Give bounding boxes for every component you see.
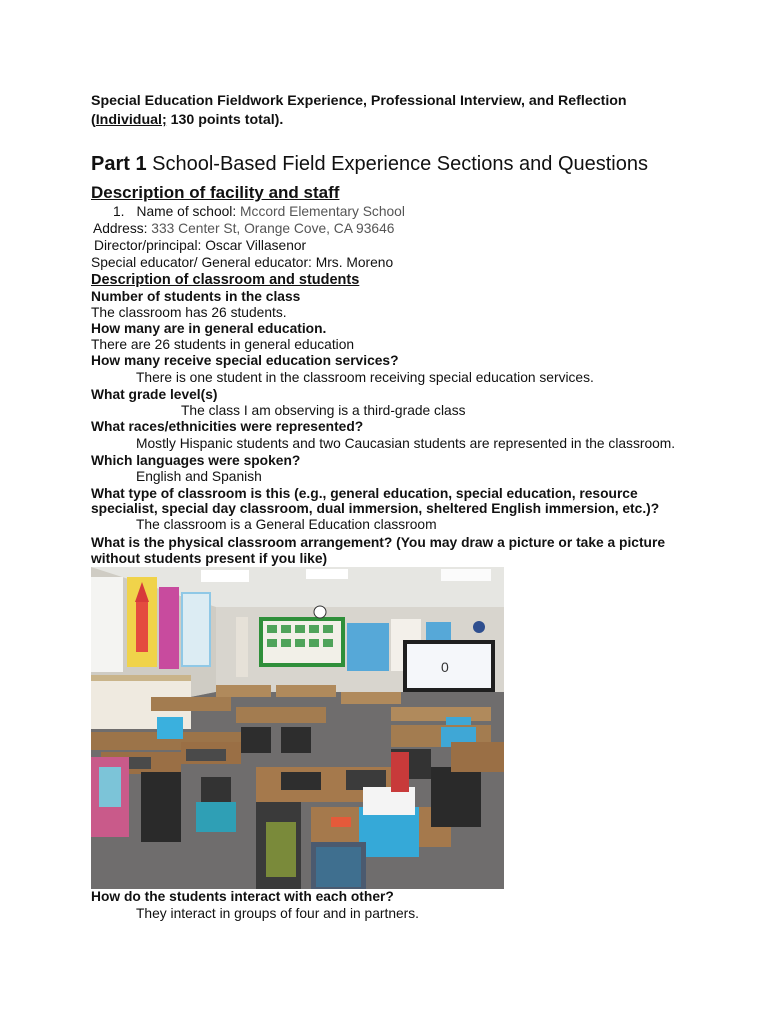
classroom-photo-illustration: [91, 567, 504, 889]
question-general-ed: How many are in general education.: [91, 321, 327, 336]
document-title: [91, 92, 691, 130]
address-label: Address:: [93, 221, 152, 236]
part-heading: [91, 151, 648, 177]
answer-grade: The class I am observing is a third-grade class: [181, 403, 466, 418]
answer-races: Mostly Hispanic students and two Caucasian students are represented in the classroom.: [136, 436, 676, 451]
answer-languages: English and Spanish: [136, 469, 262, 484]
title-points: 130 points total).: [166, 112, 284, 128]
question-classroom-type-line-1: What type of classroom is this (e.g., general education, special education, resource: [91, 486, 638, 501]
smart-board-text: 0: [441, 659, 449, 675]
question-num-students: Number of students in the class: [91, 289, 301, 304]
address-line: [93, 221, 394, 237]
educator-value: Mrs. Moreno: [315, 255, 394, 270]
question-grade: What grade level(s): [91, 387, 218, 402]
question-languages: Which languages were spoken?: [91, 453, 301, 468]
section-facility-heading: Description of facility and staff: [91, 183, 340, 202]
classroom-photo: [91, 567, 504, 889]
address-value: 333 Center St, Orange Cove, CA 93646: [151, 221, 395, 236]
question-arrangement-line-2: without students present if you like): [91, 551, 328, 566]
school-value: Mccord Elementary School: [240, 204, 405, 219]
answer-classroom-type: The classroom is a General Education classroom: [136, 517, 437, 532]
part-label: Part 1: [91, 153, 147, 175]
title-line-2: [91, 111, 691, 130]
answer-num-students: The classroom has 26 students.: [91, 305, 287, 320]
school-label: Name of school:: [136, 204, 241, 219]
question-special-services: How many receive special education services?: [91, 353, 399, 368]
principal-label: Director/principal:: [94, 238, 206, 253]
school-name-line: [113, 204, 405, 220]
principal-value: Oscar Villasenor: [205, 238, 307, 253]
school-number: 1.: [113, 204, 125, 219]
title-individual: Individual;: [95, 112, 167, 128]
answer-special-services: There is one student in the classroom receiving special education services.: [136, 370, 594, 385]
part-title: School-Based Field Experience Sections and Questions: [146, 153, 648, 175]
title-paren: (: [91, 112, 96, 128]
answer-general-ed: There are 26 students in general education: [91, 337, 355, 352]
question-interact: How do the students interact with each other?: [91, 889, 394, 904]
educator-line: [91, 255, 393, 271]
title-line-1: Special Education Fieldwork Experience, Professional Interview, and Reflection: [91, 93, 627, 109]
answer-interact: They interact in groups of four and in partners.: [136, 906, 419, 921]
educator-label: Special educator/ General educator:: [91, 255, 316, 270]
principal-line: [94, 238, 306, 254]
question-arrangement-line-1: What is the physical classroom arrangement? (You may draw a picture or take a picture: [91, 535, 666, 550]
question-classroom-type-line-2: specialist, special day classroom, dual immersion, sheltered English immersion, etc.)?: [91, 501, 660, 516]
question-races: What races/ethnicities were represented?: [91, 419, 364, 434]
section-classroom-heading: Description of classroom and students: [91, 272, 360, 288]
